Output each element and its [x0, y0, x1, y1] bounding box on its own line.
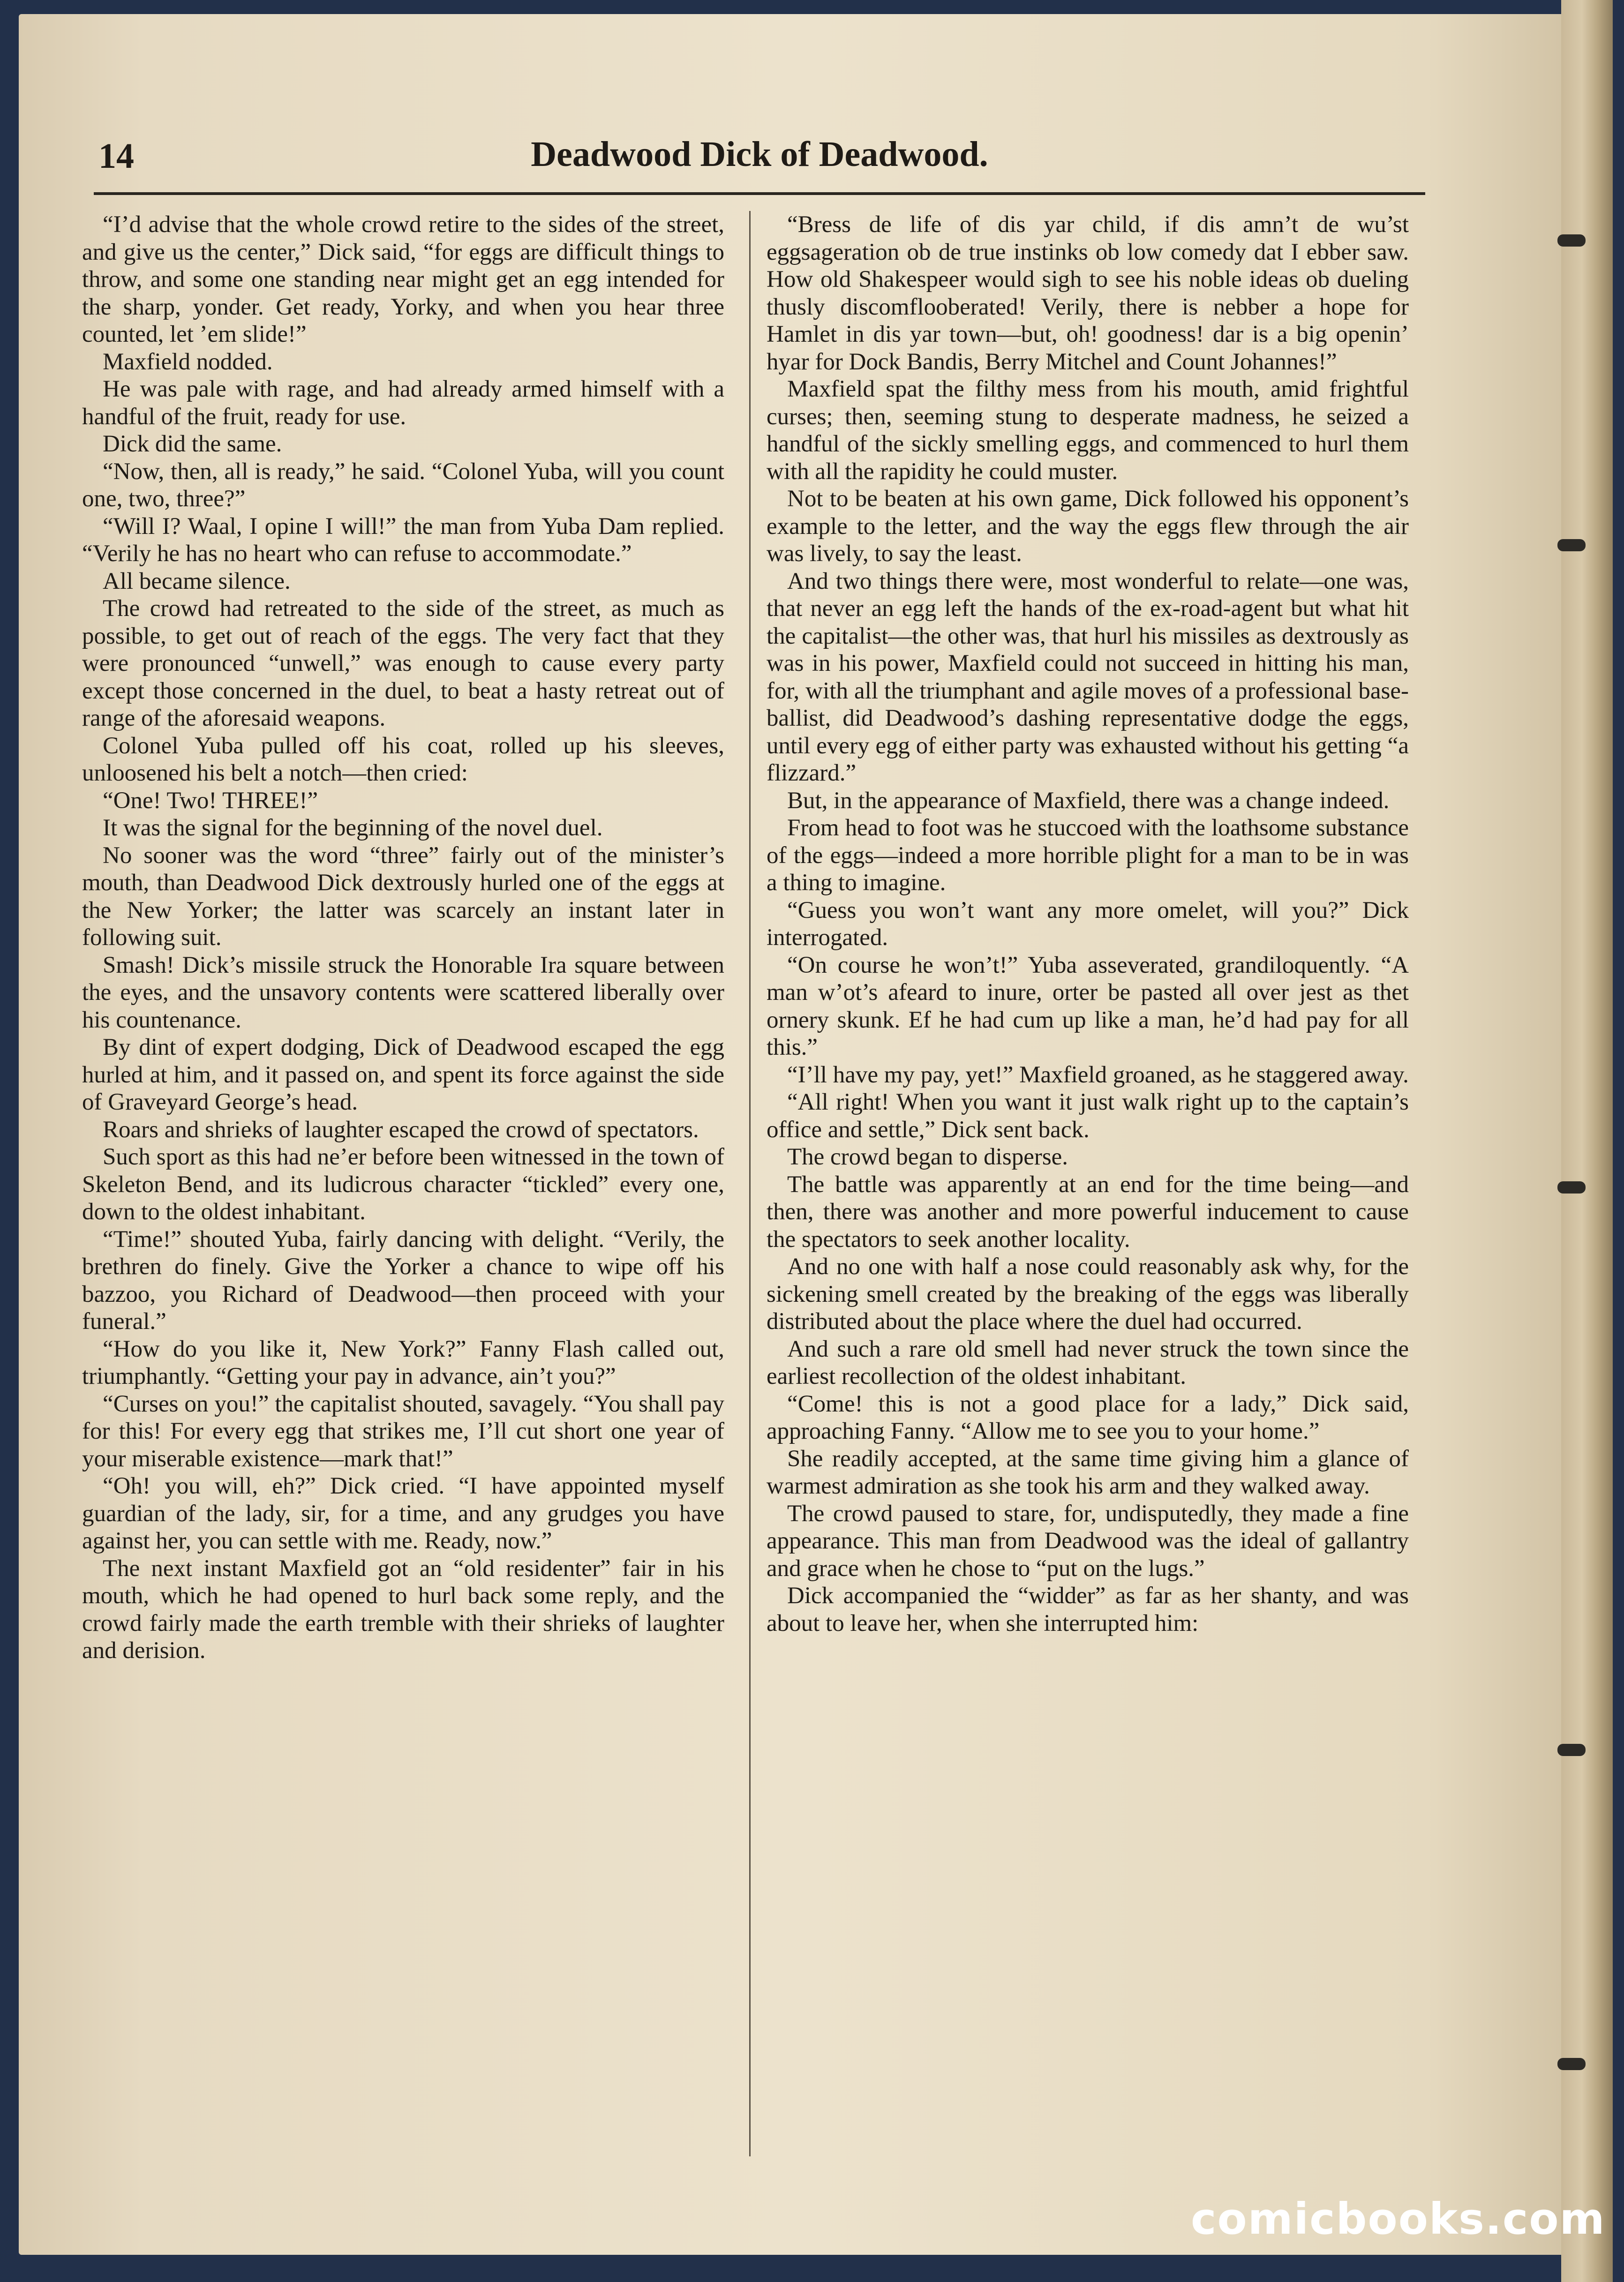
- paragraph: “Curses on you!” the capitalist shouted, savagely. “You shall pay for this! For every egg that strikes me, I’ll cut short one year of your miserable existence—mark that!”: [82, 1390, 724, 1472]
- paragraph: From head to foot was he stuccoed with the loathsome substance of the eggs—indeed a more horrible plight for a man to be in was a thing to imagine.: [767, 815, 1409, 896]
- paragraph: Dick did the same.: [103, 431, 282, 457]
- paragraph: And two things there were, most wonderful to relate—one was, that never an egg left the hands of the ex-road-agent but what hit the capitalist—the other was, that hurl his missiles as dextrously as was in his power, Maxfield could not succeed in hitting his man, for, with all the triumphant and agile moves of a professional base-ballist, did Deadwood’s dashing representative dodge the eggs, until every egg of either party was exhausted without his getting “a flizzard.”: [767, 568, 1409, 786]
- running-title: Deadwood Dick of Deadwood.: [531, 135, 988, 174]
- paragraph: He was pale with rage, and had already armed himself with a handful of the fruit, ready for use.: [82, 376, 724, 430]
- column-divider: [749, 211, 751, 2156]
- paragraph: “Time!” shouted Yuba, fairly dancing with delight. “Verily, the brethren do finely. Give the Yorker a chance to wipe off his bazzoo, you Richard of Deadwood—then proceed with your funeral.”: [82, 1226, 724, 1335]
- paragraph: “One! Two! THREE!”: [103, 787, 318, 814]
- paragraph: Dick accompanied the “widder” as far as her shanty, and was about to leave her, when she interrupted him:: [767, 1583, 1409, 1636]
- paragraph: “I’ll have my pay, yet!” Maxfield groaned, as he staggered away.: [787, 1061, 1409, 1088]
- paragraph: “Come! this is not a good place for a lady,” Dick said, approaching Fanny. “Allow me to see you to your home.”: [767, 1390, 1409, 1444]
- paragraph: Not to be beaten at his own game, Dick followed his opponent’s example to the letter, and the way the eggs flew through the air was lively, to say the least.: [767, 486, 1409, 567]
- header-rule: [94, 192, 1425, 195]
- page-header: [94, 131, 1425, 183]
- paragraph: “How do you like it, New York?” Fanny Flash called out, triumphantly. “Getting your pay in advance, ain’t you?”: [82, 1336, 724, 1389]
- paragraph: “Guess you won’t want any more omelet, will you?” Dick interrogated.: [767, 897, 1409, 951]
- paragraph: She readily accepted, at the same time giving him a glance of warmest admiration as she took his arm and they walked away.: [767, 1445, 1409, 1499]
- paragraph: Roars and shrieks of laughter escaped the crowd of spectators.: [103, 1116, 699, 1143]
- paragraph: Smash! Dick’s missile struck the Honorable Ira square between the eyes, and the unsavory contents were scattered liberally over his countenance.: [82, 952, 724, 1033]
- binding-stitch: [1557, 234, 1586, 247]
- left-column: [82, 211, 724, 2170]
- paragraph: All became silence.: [103, 568, 291, 594]
- paragraph: It was the signal for the beginning of the novel duel.: [103, 815, 603, 841]
- paragraph: “On course he won’t!” Yuba asseverated, grandiloquently. “A man w’ot’s afeard to inure, orter be pasted all over jest as thet ornery skunk. Ef he had cum up like a man, he’d had pay for all this.”: [767, 952, 1409, 1060]
- watermark: comicbooks.com: [1191, 2194, 1606, 2244]
- paragraph: Maxfield nodded.: [103, 348, 273, 375]
- paragraph: And such a rare old smell had never struck the town since the earliest recollection of the oldest inhabitant.: [767, 1336, 1409, 1389]
- paragraph: “Oh! you will, eh?” Dick cried. “I have appointed myself guardian of the lady, sir, for a time, and any grudges you have against her, you can settle with me. Ready, now.”: [82, 1473, 724, 1554]
- paragraph: No sooner was the word “three” fairly out of the minister’s mouth, than Deadwood Dick dextrously hurled one of the eggs at the New Yorker; the latter was scarcely an instant later in following suit.: [82, 842, 724, 951]
- paragraph: “Will I? Waal, I opine I will!” the man from Yuba Dam replied. “Verily he has no heart who can refuse to accommodate.”: [82, 513, 724, 567]
- binding-stitch: [1557, 1744, 1586, 1756]
- paragraph: Colonel Yuba pulled off his coat, rolled up his sleeves, unloosened his belt a notch—then cried:: [82, 732, 724, 786]
- paragraph: The crowd paused to stare, for, undisputedly, they made a fine appearance. This man from Deadwood was the ideal of gallantry and grace when he chose to “put on the lugs.”: [767, 1500, 1409, 1582]
- page-number: 14: [98, 136, 134, 176]
- paragraph: The battle was apparently at an end for the time being—and then, there was another and more powerful inducement to cause the spectators to seek another locality.: [767, 1171, 1409, 1253]
- paragraph: And no one with half a nose could reasonably ask why, for the sickening smell created by the breaking of the eggs was liberally distributed about the place where the duel had occurred.: [767, 1254, 1409, 1335]
- paragraph: “All right! When you want it just walk right up to the captain’s office and settle,” Dick sent back.: [767, 1089, 1409, 1143]
- binding-stitch: [1557, 1181, 1586, 1194]
- paragraph: “Bress de life of dis yar child, if dis amn’t de wu’st eggsageration ob de true instinks ob low comedy dat I ebber saw. How old Shakespeer would sigh to see his noble ideas ob dueling thusly discomflooberated! Verily, there is nebber a hope for Hamlet in dis yar town—but, oh! goodness! dar is a big openin’ hyar for Dock Bandis, Berry Mitchel and Count Johannes!”: [767, 211, 1409, 375]
- paragraph: The crowd had retreated to the side of the street, as much as possible, to get out of reach of the eggs. The very fact that they were pronounced “unwell,” was enough to cause every party except those concerned in the duel, to beat a hasty retreat out of range of the aforesaid weapons.: [82, 595, 724, 731]
- book-spine: [1561, 0, 1613, 2282]
- paragraph: “I’d advise that the whole crowd retire to the sides of the street, and give us the center,” Dick said, “for eggs are difficult things to throw, and some one standing near might get an egg intended for the sharp, yonder. Get ready, Yorky, and when you hear three counted, let ’em slide!”: [82, 211, 724, 347]
- binding-stitch: [1557, 539, 1586, 551]
- paragraph: The next instant Maxfield got an “old residenter” fair in his mouth, which he had opened to hurl back some reply, and the crowd fairly made the earth tremble with their shrieks of laughter and derision.: [82, 1555, 724, 1664]
- paragraph: Such sport as this had ne’er before been witnessed in the town of Skeleton Bend, and its ludicrous character “tickled” every one, down to the oldest inhabitant.: [82, 1144, 724, 1225]
- right-column: [767, 211, 1409, 2170]
- paragraph: By dint of expert dodging, Dick of Deadwood escaped the egg hurled at him, and it passed on, and spent its force against the side of Graveyard George’s head.: [82, 1034, 724, 1115]
- binding-stitch: [1557, 2058, 1586, 2070]
- paragraph: The crowd began to disperse.: [787, 1144, 1068, 1170]
- paragraph: But, in the appearance of Maxfield, there was a change indeed.: [787, 787, 1390, 814]
- paragraph: Maxfield spat the filthy mess from his mouth, amid frightful curses; then, seeming stung to desperate madness, he seized a handful of the sickly smelling eggs, and commenced to hurl them with all the rapidity he could muster.: [767, 376, 1409, 485]
- paragraph: “Now, then, all is ready,” he said. “Colonel Yuba, will you count one, two, three?”: [82, 458, 724, 512]
